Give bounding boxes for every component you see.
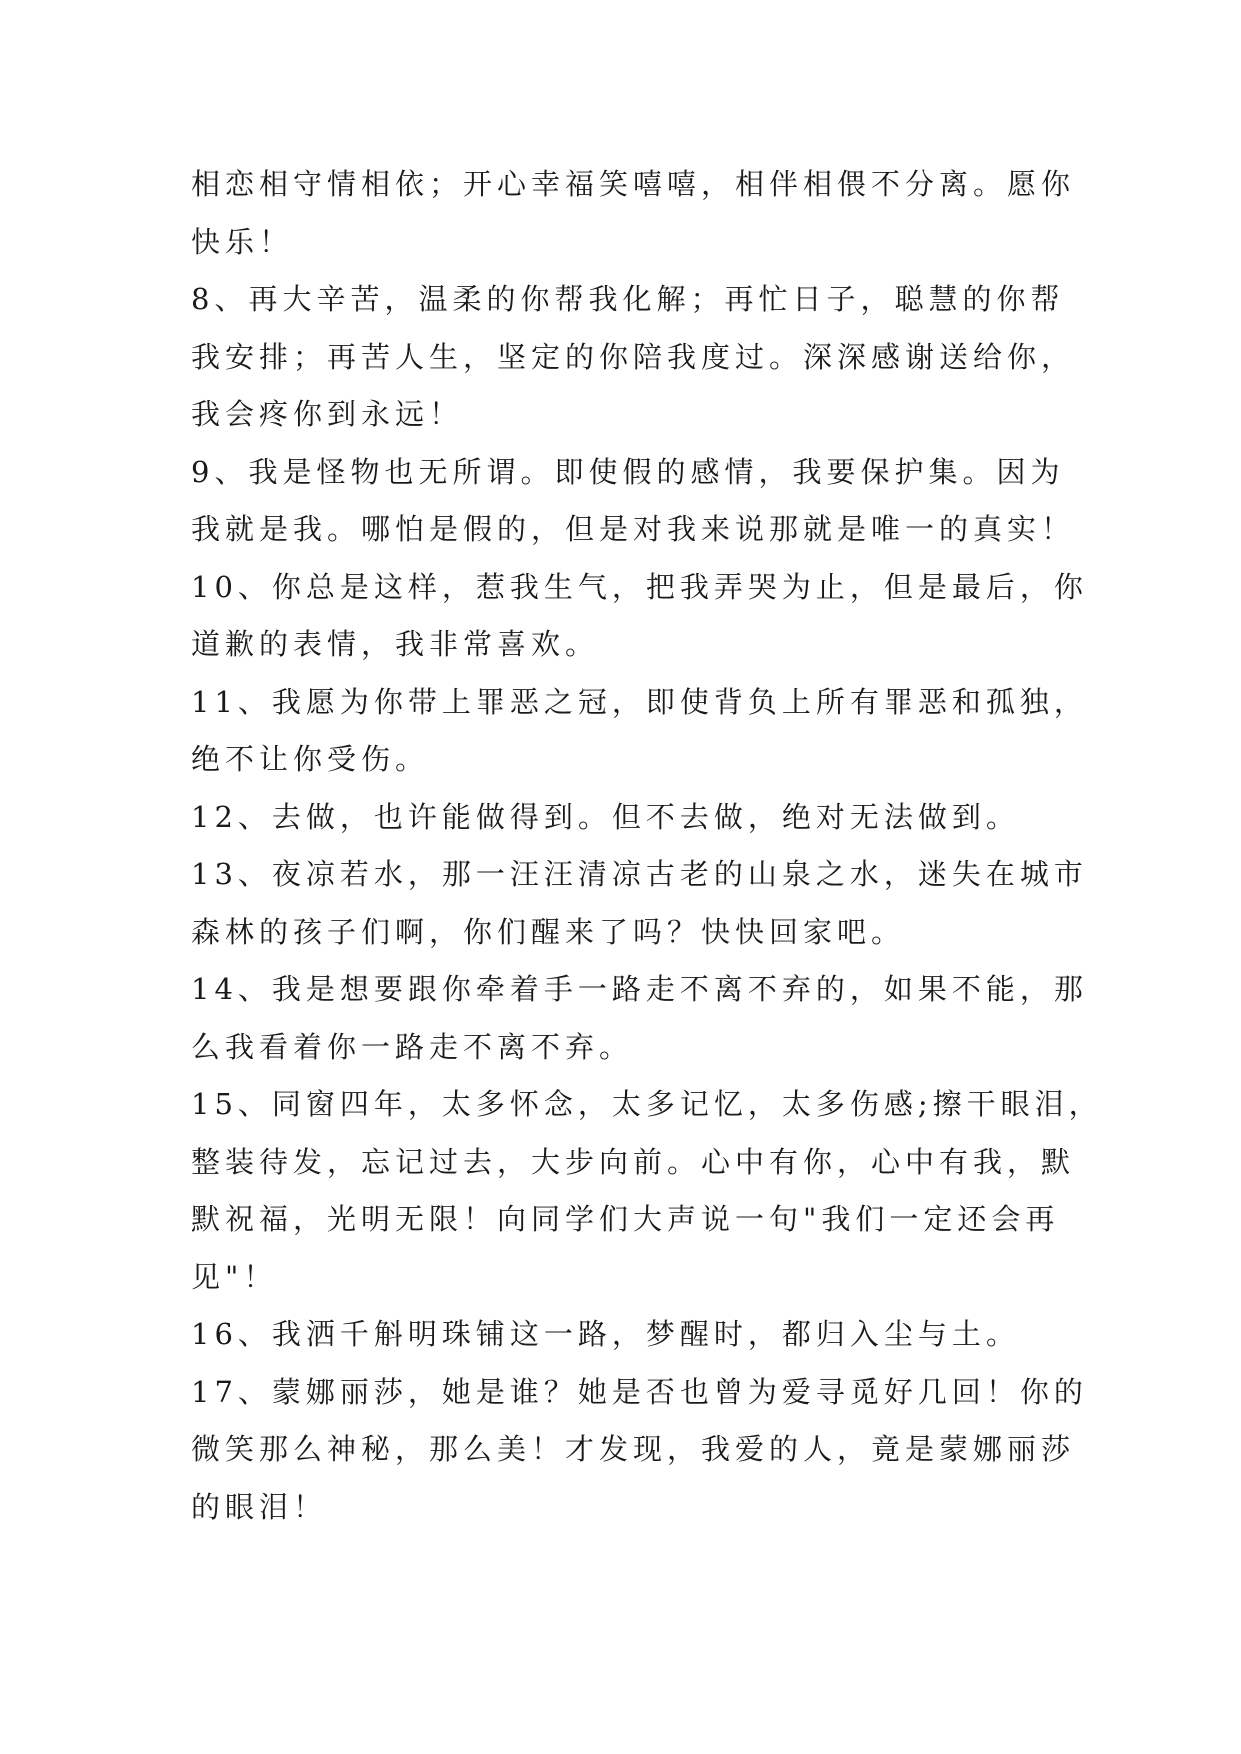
paragraph-13 — [191, 846, 1088, 961]
document-body — [191, 156, 1103, 1536]
paragraph-7-continued — [191, 156, 1076, 271]
paragraph-10 — [191, 559, 1088, 674]
text-line: 14、我是想要跟你牵着手一路走不离不弃的，如果不能，那 — [191, 972, 1088, 1006]
text-line: 见"！ — [191, 1259, 278, 1294]
paragraph-9 — [191, 444, 1076, 559]
text-line: 整装待发，忘记过去，大步向前。心中有你，心中有我，默 — [191, 1144, 1076, 1179]
paragraph-17 — [191, 1364, 1088, 1537]
text-line: 12、去做，也许能做得到。但不去做，绝对无法做到。 — [191, 799, 1020, 834]
text-line: 13、夜凉若水，那一汪汪清凉古老的山泉之水，迷失在城市 — [191, 857, 1088, 891]
text-line: 绝不让你受伤。 — [191, 742, 430, 776]
text-line: 8、再大辛苦，温柔的你帮我化解；再忙日子，聪慧的你帮 — [191, 282, 1065, 316]
paragraph-11 — [191, 674, 1088, 789]
text-line: 的眼泪！ — [191, 1489, 328, 1524]
text-line: 快乐！ — [191, 224, 294, 259]
text-line: 森林的孩子们啊，你们醒来了吗？快快回家吧。 — [191, 914, 906, 949]
paragraph-15 — [191, 1076, 1103, 1306]
text-line: 10、你总是这样，惹我生气，把我弄哭为止，但是最后，你 — [191, 569, 1088, 604]
paragraph-14 — [191, 961, 1088, 1076]
text-line: 我安排；再苦人生，坚定的你陪我度过。深深感谢送给你， — [191, 339, 1076, 374]
text-line: 相恋相守情相依；开心幸福笑嘻嘻，相伴相偎不分离。愿你 — [191, 167, 1076, 201]
paragraph-8 — [191, 271, 1076, 444]
text-line: 默祝福，光明无限！向同学们大声说一句"我们一定还会再 — [191, 1202, 1060, 1236]
text-line: 道歉的表情，我非常喜欢。 — [191, 627, 600, 661]
paragraph-12 — [191, 789, 1071, 847]
text-line: 我会疼你到永远！ — [191, 397, 464, 431]
text-line: 9、我是怪物也无所谓。即使假的感情，我要保护集。因为 — [191, 454, 1065, 489]
text-line: 16、我洒千斛明珠铺这一路，梦醒时，都归入尘与土。 — [191, 1317, 1020, 1351]
text-line: 11、我愿为你带上罪恶之冠，即使背负上所有罪恶和孤独， — [191, 684, 1088, 719]
text-line: 么我看着你一路走不离不弃。 — [191, 1029, 634, 1064]
text-line: 我就是我。哪怕是假的，但是对我来说那就是唯一的真实！ — [191, 512, 1076, 546]
text-line: 15、同窗四年，太多怀念，太多记忆，太多伤感;擦干眼泪， — [191, 1087, 1103, 1121]
text-line: 17、蒙娜丽莎，她是谁？她是否也曾为爱寻觅好几回！你的 — [191, 1374, 1088, 1409]
text-line: 微笑那么神秘，那么美！才发现，我爱的人，竟是蒙娜丽莎 — [191, 1432, 1076, 1466]
paragraph-16 — [191, 1306, 1071, 1364]
